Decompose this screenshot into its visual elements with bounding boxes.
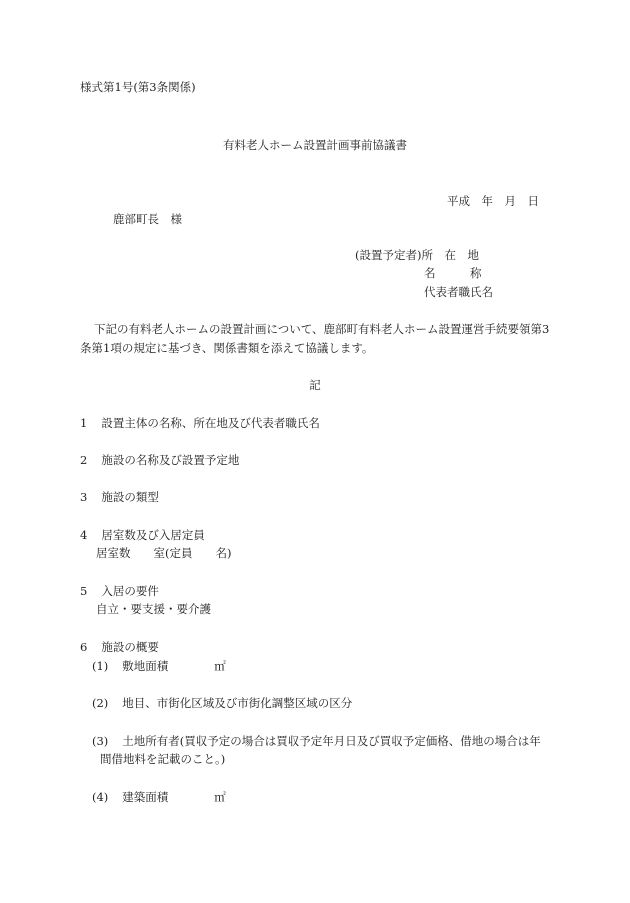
item-6 xyxy=(80,640,159,654)
item-4 xyxy=(80,528,205,542)
form-number: 様式第1号(第3条関係) xyxy=(80,80,196,94)
body-line-2: 条第1項の規定に基づき、関係書類を添えて協議します。 xyxy=(80,341,374,355)
subitem-unit: ㎡ xyxy=(214,659,226,673)
subitem-label: 敷地面積 xyxy=(122,659,169,673)
subitem-1 xyxy=(92,659,226,673)
subitem-number: (4) xyxy=(92,790,109,804)
item-number: 2 xyxy=(80,453,88,467)
item-number: 3 xyxy=(80,490,88,504)
item-3 xyxy=(80,490,159,504)
subitem-label: 土地所有者(買収予定の場合は買収予定年月日及び買収予定価格、借地の場合は年 xyxy=(122,734,541,748)
applicant-address-label: 所 在 地 xyxy=(421,248,479,262)
date-line: 平成 年 月 日 xyxy=(447,194,539,208)
item-4-sub: 居室数 室(定員 名) xyxy=(96,546,232,560)
item-number: 1 xyxy=(80,416,88,430)
item-5-sub: 自立・要支援・要介護 xyxy=(96,602,211,616)
subitem-3 xyxy=(92,734,541,748)
item-label: 施設の類型 xyxy=(101,490,159,504)
applicant-prefix: (設置予定者) xyxy=(355,248,422,262)
item-label: 施設の概要 xyxy=(101,640,159,654)
ki-heading: 記 xyxy=(309,378,321,392)
subitem-number: (1) xyxy=(92,659,109,673)
subitem-label: 建築面積 xyxy=(122,790,169,804)
item-label: 居室数及び入居定員 xyxy=(101,528,205,542)
subitem-3-continuation: 間借地料を記載のこと。) xyxy=(100,752,226,766)
subitem-number: (2) xyxy=(92,696,109,710)
subitem-4 xyxy=(92,790,226,804)
subitem-2 xyxy=(92,696,352,710)
item-2 xyxy=(80,453,239,467)
subitem-label: 地目、市街化区域及び市街化調整区域の区分 xyxy=(122,696,353,710)
applicant-address-row xyxy=(355,248,479,262)
item-5 xyxy=(80,584,159,598)
addressee: 鹿部町長 様 xyxy=(113,212,182,226)
subitem-unit: ㎡ xyxy=(214,790,226,804)
item-1 xyxy=(80,416,320,430)
item-label: 施設の名称及び設置予定地 xyxy=(101,453,240,467)
applicant-name-label: 名 称 xyxy=(424,266,482,280)
item-label: 入居の要件 xyxy=(101,584,159,598)
item-label: 設置主体の名称、所在地及び代表者職氏名 xyxy=(101,416,320,430)
item-number: 4 xyxy=(80,528,88,542)
subitem-number: (3) xyxy=(92,734,109,748)
body-line-1: 下記の有料老人ホームの設置計画について、鹿部町有料老人ホーム設置運営手続要領第3 xyxy=(94,322,550,336)
item-number: 6 xyxy=(80,640,88,654)
document-title: 有料老人ホーム設置計画事前協議書 xyxy=(223,138,407,152)
applicant-rep-label: 代表者職氏名 xyxy=(424,285,493,299)
item-number: 5 xyxy=(80,584,88,598)
